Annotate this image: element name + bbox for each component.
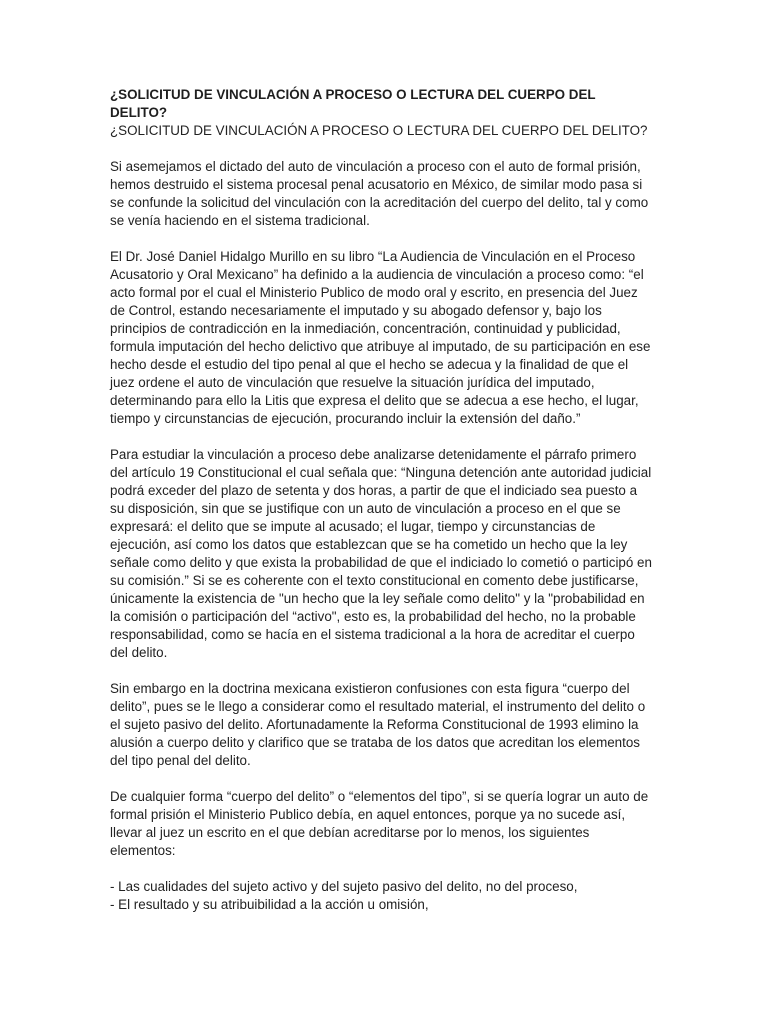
text-line: hemos destruido el sistema procesal penal acusatorio en México, de similar modo pasa si (110, 177, 643, 192)
text-line: el sujeto pasivo del delito. Afortunadamente la Reforma Constitucional de 1993 elimino la (110, 717, 639, 732)
text-line: su comisión.” Si se es coherente con el texto constitucional en comento debe justificarse, (110, 573, 639, 588)
text-line: expresará: el delito que se impute al acusado; el lugar, tiempo y circunstancias de (110, 519, 596, 534)
document-subtitle: ¿SOLICITUD DE VINCULACIÓN A PROCESO O LECTURA DEL CUERPO DEL DELITO? (110, 123, 648, 138)
text-line: determinando para ello la Litis que expresa el delito que se adecua a ese hecho, el lugar, (110, 393, 639, 408)
text-line: ejecución, así como los datos que establezcan que se ha cometido un hecho que la ley (110, 537, 628, 552)
text-line: se venía haciendo en el sistema tradicional. (110, 213, 370, 228)
text-line: tiempo y circunstancias de ejecución, procurando incluir la extensión del daño.” (110, 411, 581, 426)
text-line: hecho desde el estudio del tipo penal al que el hecho se adecua y la finalidad de que el (110, 357, 629, 372)
text-line: podrá exceder del plazo de setenta y dos horas, a partir de que el indiciado sea puesto a (110, 483, 638, 498)
text-line: Sin embargo en la doctrina mexicana existieron confusiones con esta figura “cuerpo del (110, 681, 630, 696)
text-line: del tipo penal del delito. (110, 753, 251, 768)
text-line: Acusatorio y Oral Mexicano” ha definido a la audiencia de vinculación a proceso como: “el (110, 267, 644, 282)
text-line: De cualquier forma “cuerpo del delito” o “elementos del tipo”, si se quería lograr un auto de (110, 789, 649, 804)
text-line: de Control, estando necesariamente el imputado y su abogado defensor y, bajo los (110, 303, 602, 318)
text-line: únicamente la existencia de "un hecho que la ley señale como delito" y la "probabilidad en (110, 591, 645, 606)
text-line: acto formal por el cual el Ministerio Publico de modo oral y escrito, en presencia del Juez (110, 285, 638, 300)
text-line: principios de contradicción en la inmediación, concentración, continuidad y publicidad, (110, 321, 621, 336)
text-line: la comisión o participación del “activo", esto es, la probabilidad del hecho, no la probable (110, 609, 636, 624)
text-line: se confunde la solicitud del vinculación con la acreditación del cuerpo del delito, tal y como (110, 195, 649, 210)
text-line: Si asemejamos el dictado del auto de vinculación a proceso con el auto de formal prisión, (110, 159, 641, 174)
text-line: juez ordene el auto de vinculación que resuelve la situación jurídica del imputado, (110, 375, 595, 390)
text-line: del delito. (110, 645, 168, 660)
text-line: su disposición, sin que se justifique con un auto de vinculación a proceso en el que se (110, 501, 621, 516)
list-item: - El resultado y su atribuibilidad a la acción u omisión, (110, 897, 429, 912)
document-title (110, 86, 662, 122)
title-line: ¿SOLICITUD DE VINCULACIÓN A PROCESO O LECTURA DEL CUERPO DEL (110, 87, 596, 102)
text-line: alusión a cuerpo delito y clarifico que se trataba de los datos que acreditan los elementos (110, 735, 640, 750)
text-line: llevar al juez un escrito en el que debían acreditarse por lo menos, los siguientes (110, 825, 590, 840)
text-line: El Dr. José Daniel Hidalgo Murillo en su libro “La Audiencia de Vinculación en el Proceso (110, 249, 636, 264)
text-line: señale como delito y que exista la probabilidad de que el indiciado lo cometió o participó en (110, 555, 652, 570)
text-line: responsabilidad, como se hacía en el sistema tradicional a la hora de acreditar el cuerpo (110, 627, 635, 642)
text-line: formula imputación del hecho delictivo que atribuye al imputado, de su participación en ese (110, 339, 651, 354)
text-line: elementos: (110, 843, 176, 858)
title-line: DELITO? (110, 105, 168, 120)
text-line: delito”, pues se le llego a considerar como el resultado material, el instrumento del delito o (110, 699, 646, 714)
document-page (110, 86, 662, 914)
text-line: formal prisión el Ministerio Publico debía, en aquel entonces, porque ya no sucede así, (110, 807, 626, 822)
text-line: Para estudiar la vinculación a proceso debe analizarse detenidamente el párrafo primero (110, 447, 637, 462)
list-item: - Las cualidades del sujeto activo y del sujeto pasivo del delito, no del proceso, (110, 879, 578, 894)
paragraph-2 (110, 248, 662, 428)
text-line: del artículo 19 Constitucional el cual señala que: “Ninguna detención ante autoridad judicial (110, 465, 652, 480)
paragraph-5 (110, 788, 662, 860)
paragraph-1 (110, 158, 662, 230)
elements-list (110, 878, 662, 914)
paragraph-4 (110, 680, 662, 770)
paragraph-3 (110, 446, 662, 662)
